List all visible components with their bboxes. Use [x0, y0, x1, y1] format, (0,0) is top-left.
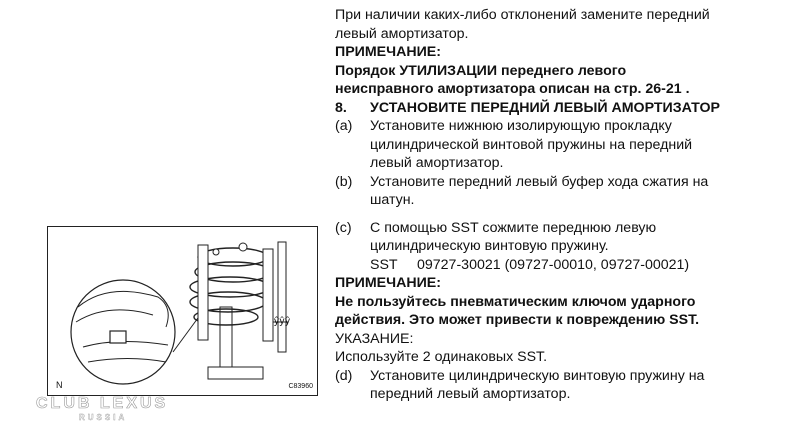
step-number: 8.	[335, 99, 347, 116]
watermark-sub: RUSSIA	[79, 413, 128, 422]
item-text: Установите передний левый буфер хода сжатия на	[370, 173, 709, 190]
item-label: (c)	[335, 219, 352, 236]
watermark	[36, 395, 176, 429]
figure-corner-letter: N	[56, 380, 63, 390]
note-text: неисправного амортизатора описан на стр. 26-21 .	[335, 81, 690, 97]
item-text: цилиндрическую винтовую пружину.	[370, 238, 609, 254]
item-text: Установите нижнюю изолирующую прокладку	[370, 118, 672, 134]
item-text: левый амортизатор.	[370, 155, 504, 171]
intro-line: При наличии каких-либо отклонений замените передний	[335, 7, 710, 23]
intro-line: левый амортизатор.	[335, 25, 469, 42]
item-text: передний левый амортизатор.	[370, 386, 571, 402]
watermark-main: CLUB LEXUS	[36, 395, 169, 412]
spring-compressor-illustration	[47, 226, 318, 396]
item-a	[335, 117, 785, 173]
figure-callout-label: ŷŷŷ	[274, 316, 291, 327]
note-label: ПРИМЕЧАНИЕ:	[335, 275, 441, 291]
note-text: Порядок УТИЛИЗАЦИИ переднего левого	[335, 62, 627, 79]
note-label: ПРИМЕЧАНИЕ:	[335, 44, 441, 60]
step-title: УСТАНОВИТЕ ПЕРЕДНИЙ ЛЕВЫЙ АМОРТИЗАТОР	[370, 99, 720, 116]
item-text: С помощью SST сожмите переднюю левую	[370, 219, 657, 236]
figure-code: C83960	[288, 383, 313, 390]
sst-reference	[370, 256, 785, 275]
hint-text: Используйте 2 одинаковых SST.	[335, 349, 548, 365]
note-text: Не пользуйтесь пневматическим ключом ударного	[335, 293, 696, 310]
sst-numbers: 09727-30021 (09727-00010, 09727-00021)	[417, 256, 690, 273]
item-label: (d)	[335, 367, 353, 384]
step-heading	[335, 99, 785, 118]
note-text: действия. Это может привести к повреждению SST.	[335, 312, 700, 328]
item-d	[335, 367, 785, 404]
item-label: (b)	[335, 173, 353, 190]
hint-label: УКАЗАНИЕ:	[335, 330, 414, 347]
item-text: цилиндрической винтовой пружины на передний	[370, 136, 693, 153]
item-b	[335, 173, 785, 210]
sst-label: SST	[370, 256, 398, 273]
illustration-drawing	[48, 227, 319, 397]
item-text: шатун.	[370, 192, 415, 208]
instruction-text-block	[335, 6, 785, 404]
item-c	[335, 219, 785, 275]
item-label: (a)	[335, 118, 353, 134]
item-text: Установите цилиндрическую винтовую пружину на	[370, 367, 705, 384]
